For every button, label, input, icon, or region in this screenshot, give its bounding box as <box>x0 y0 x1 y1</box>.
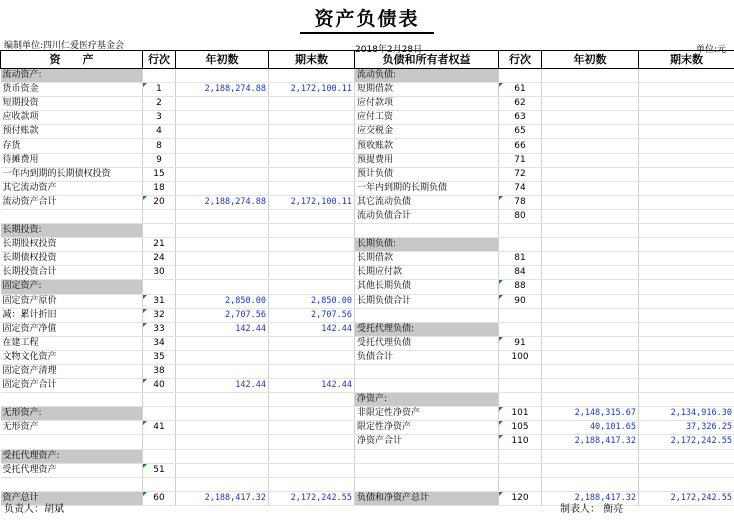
asset-end-value <box>269 167 355 181</box>
liability-end-value <box>639 266 734 280</box>
liability-begin-value <box>542 379 639 393</box>
liability-label: 净资产: <box>355 393 499 407</box>
liability-begin-value <box>542 477 639 491</box>
liability-line: 100 <box>499 350 542 364</box>
asset-begin-value: 2,850.00 <box>176 294 269 308</box>
liability-begin-value <box>542 280 639 294</box>
liability-line: 91 <box>499 336 542 350</box>
asset-line: 18 <box>143 181 176 195</box>
liability-begin-value <box>542 463 639 477</box>
liability-end-value <box>639 125 734 139</box>
table-row <box>1 125 734 139</box>
asset-label: 固定资产: <box>1 280 143 294</box>
asset-line <box>143 393 176 407</box>
asset-begin-value <box>176 224 269 238</box>
asset-begin-value: 142.44 <box>176 379 269 393</box>
asset-begin-value <box>176 139 269 153</box>
asset-begin-value <box>176 407 269 421</box>
asset-label: 长期投资: <box>1 224 143 238</box>
asset-line <box>143 477 176 491</box>
asset-label <box>1 435 143 449</box>
asset-line <box>143 435 176 449</box>
liability-line: 72 <box>499 167 542 181</box>
asset-end-value <box>269 435 355 449</box>
table-row <box>1 167 734 181</box>
liability-line <box>499 379 542 393</box>
liability-label <box>355 224 499 238</box>
liability-line: 66 <box>499 139 542 153</box>
asset-label: 固定资产合计 <box>1 379 143 393</box>
asset-label: 应收款项 <box>1 111 143 125</box>
asset-begin-value <box>176 125 269 139</box>
asset-line: 51 <box>143 463 176 477</box>
liability-line: 84 <box>499 266 542 280</box>
table-row <box>1 435 734 449</box>
liability-line <box>499 238 542 252</box>
asset-end-value <box>269 407 355 421</box>
liability-end-value: 37,326.25 <box>639 421 734 435</box>
asset-end-value: 2,707.56 <box>269 308 355 322</box>
liability-line <box>499 322 542 336</box>
liability-begin-value <box>542 252 639 266</box>
balance-sheet-table <box>0 50 734 506</box>
asset-begin-value: 142.44 <box>176 322 269 336</box>
liability-begin-value <box>542 294 639 308</box>
table-row <box>1 83 734 97</box>
asset-label: 长期投资合计 <box>1 266 143 280</box>
liability-begin-value <box>542 224 639 238</box>
asset-line: 1 <box>143 83 176 97</box>
liability-begin-value <box>542 125 639 139</box>
asset-begin-value <box>176 252 269 266</box>
table-row <box>1 463 734 477</box>
liability-label: 一年内到期的长期负债 <box>355 181 499 195</box>
asset-line: 21 <box>143 238 176 252</box>
header-liability: 负债和所有者权益 <box>355 51 499 69</box>
liability-begin-value <box>542 238 639 252</box>
liability-label <box>355 364 499 378</box>
asset-label: 资产总计 <box>1 491 143 505</box>
liability-label <box>355 449 499 463</box>
header-row <box>1 51 734 69</box>
liability-begin-value <box>542 449 639 463</box>
table-row <box>1 224 734 238</box>
asset-line: 24 <box>143 252 176 266</box>
asset-line <box>143 280 176 294</box>
liability-end-value <box>639 308 734 322</box>
asset-label: 短期投资 <box>1 97 143 111</box>
asset-label: 预付账款 <box>1 125 143 139</box>
asset-begin-value <box>176 449 269 463</box>
asset-label: 固定资产清理 <box>1 364 143 378</box>
asset-begin-value <box>176 364 269 378</box>
liability-begin-value: 40,101.65 <box>542 421 639 435</box>
liability-line <box>499 477 542 491</box>
asset-begin-value <box>176 97 269 111</box>
liability-label <box>355 379 499 393</box>
liability-begin-value <box>542 111 639 125</box>
liability-begin-value: 2,188,417.32 <box>542 435 639 449</box>
table-row <box>1 195 734 209</box>
table-row <box>1 139 734 153</box>
header-end-2: 期末数 <box>639 51 734 69</box>
asset-line: 35 <box>143 350 176 364</box>
asset-line: 60 <box>143 491 176 505</box>
liability-label: 应交税金 <box>355 125 499 139</box>
liability-begin-value <box>542 153 639 167</box>
asset-end-value <box>269 238 355 252</box>
asset-begin-value <box>176 280 269 294</box>
liability-line: 110 <box>499 435 542 449</box>
asset-label: 长期股权投资 <box>1 238 143 252</box>
table-row <box>1 379 734 393</box>
asset-label: 固定资产原价 <box>1 294 143 308</box>
liability-label: 预提费用 <box>355 153 499 167</box>
liability-label: 负债合计 <box>355 350 499 364</box>
liability-line <box>499 393 542 407</box>
asset-begin-value: 2,188,417.32 <box>176 491 269 505</box>
liability-begin-value <box>542 83 639 97</box>
liability-label: 预收账款 <box>355 139 499 153</box>
asset-end-value <box>269 266 355 280</box>
asset-label: 长期债权投资 <box>1 252 143 266</box>
liability-end-value <box>639 153 734 167</box>
asset-line <box>143 209 176 223</box>
asset-label: 文物文化资产 <box>1 350 143 364</box>
asset-end-value: 2,172,100.11 <box>269 195 355 209</box>
liability-end-value <box>639 69 734 83</box>
asset-end-value <box>269 336 355 350</box>
table-row <box>1 350 734 364</box>
liability-label: 预计负债 <box>355 167 499 181</box>
liability-label: 流动负债合计 <box>355 209 499 223</box>
asset-end-value: 142.44 <box>269 379 355 393</box>
liability-label <box>355 463 499 477</box>
asset-end-value: 142.44 <box>269 322 355 336</box>
liability-label <box>355 308 499 322</box>
liability-begin-value <box>542 350 639 364</box>
asset-end-value <box>269 393 355 407</box>
liability-label: 受托代理负债: <box>355 322 499 336</box>
liability-begin-value <box>542 336 639 350</box>
liability-end-value: 2,172,242.55 <box>639 491 734 505</box>
liability-line <box>499 224 542 238</box>
liability-label: 负债和净资产总计 <box>355 491 499 505</box>
table-row <box>1 393 734 407</box>
asset-line: 3 <box>143 111 176 125</box>
liability-begin-value: 2,188,417.32 <box>542 491 639 505</box>
asset-label: 固定资产净值 <box>1 322 143 336</box>
liability-end-value: 2,172,242.55 <box>639 435 734 449</box>
asset-end-value <box>269 463 355 477</box>
liability-begin-value <box>542 322 639 336</box>
asset-begin-value <box>176 181 269 195</box>
responsible-person: 负责人：胡斌 <box>4 504 64 515</box>
table-row <box>1 266 734 280</box>
reporting-unit: 编制单位:四川仁爱医疗基金会 <box>4 41 125 51</box>
liability-begin-value <box>542 167 639 181</box>
report-date: 2018年2月28日 <box>355 45 423 55</box>
asset-begin-value <box>176 111 269 125</box>
asset-line <box>143 407 176 421</box>
liability-end-value <box>639 350 734 364</box>
liability-line <box>499 308 542 322</box>
asset-line: 34 <box>143 336 176 350</box>
table-row <box>1 308 734 322</box>
asset-end-value: 2,172,242.55 <box>269 491 355 505</box>
asset-end-value <box>269 364 355 378</box>
header-end: 期末数 <box>269 51 355 69</box>
asset-line: 9 <box>143 153 176 167</box>
asset-label: 在建工程 <box>1 336 143 350</box>
liability-end-value <box>639 477 734 491</box>
header-begin-2: 年初数 <box>542 51 639 69</box>
asset-begin-value <box>176 393 269 407</box>
asset-label: 流动资产: <box>1 69 143 83</box>
liability-label <box>355 477 499 491</box>
table-row <box>1 153 734 167</box>
report-title: 资产负债表 <box>0 4 734 34</box>
liability-begin-value <box>542 209 639 223</box>
liability-line: 61 <box>499 83 542 97</box>
table-row <box>1 97 734 111</box>
asset-label: 受托代理资产: <box>1 449 143 463</box>
liability-line: 71 <box>499 153 542 167</box>
asset-end-value <box>269 153 355 167</box>
liability-end-value <box>639 167 734 181</box>
liability-begin-value <box>542 69 639 83</box>
asset-end-value <box>269 477 355 491</box>
asset-line: 30 <box>143 266 176 280</box>
liability-begin-value <box>542 97 639 111</box>
liability-begin-value <box>542 139 639 153</box>
liability-line <box>499 463 542 477</box>
asset-end-value <box>269 224 355 238</box>
header-line-2: 行次 <box>499 51 542 69</box>
asset-label: 货币资金 <box>1 83 143 97</box>
liability-end-value <box>639 449 734 463</box>
asset-end-value <box>269 181 355 195</box>
liability-label: 长期负债: <box>355 238 499 252</box>
liability-line: 63 <box>499 111 542 125</box>
liability-line: 78 <box>499 195 542 209</box>
liability-line: 65 <box>499 125 542 139</box>
asset-begin-value: 2,707.56 <box>176 308 269 322</box>
liability-end-value <box>639 294 734 308</box>
asset-line: 8 <box>143 139 176 153</box>
liability-line: 101 <box>499 407 542 421</box>
asset-line <box>143 449 176 463</box>
liability-begin-value <box>542 364 639 378</box>
table-row <box>1 449 734 463</box>
preparer: 制表人： 衡亮 <box>560 504 624 515</box>
asset-line: 31 <box>143 294 176 308</box>
liability-label: 应付款项 <box>355 97 499 111</box>
asset-line: 41 <box>143 421 176 435</box>
liability-end-value <box>639 83 734 97</box>
asset-label: 无形资产: <box>1 407 143 421</box>
asset-end-value <box>269 350 355 364</box>
asset-line: 2 <box>143 97 176 111</box>
liability-end-value <box>639 364 734 378</box>
table-row <box>1 364 734 378</box>
asset-begin-value <box>176 167 269 181</box>
asset-line: 40 <box>143 379 176 393</box>
asset-end-value <box>269 449 355 463</box>
asset-end-value: 2,850.00 <box>269 294 355 308</box>
liability-line: 88 <box>499 280 542 294</box>
asset-line: 33 <box>143 322 176 336</box>
asset-begin-value <box>176 69 269 83</box>
asset-line <box>143 224 176 238</box>
asset-end-value <box>269 209 355 223</box>
liability-label: 受托代理负债 <box>355 336 499 350</box>
asset-line: 38 <box>143 364 176 378</box>
asset-label <box>1 477 143 491</box>
table-row <box>1 238 734 252</box>
header-line: 行次 <box>143 51 176 69</box>
table-row <box>1 209 734 223</box>
asset-line: 15 <box>143 167 176 181</box>
table-row <box>1 294 734 308</box>
asset-line: 20 <box>143 195 176 209</box>
liability-line <box>499 69 542 83</box>
asset-end-value <box>269 97 355 111</box>
liability-begin-value: 2,148,315.67 <box>542 407 639 421</box>
liability-begin-value <box>542 266 639 280</box>
liability-end-value <box>639 224 734 238</box>
asset-begin-value <box>176 421 269 435</box>
liability-end-value: 2,134,916.30 <box>639 407 734 421</box>
asset-line: 4 <box>143 125 176 139</box>
liability-begin-value <box>542 393 639 407</box>
table-row <box>1 69 734 83</box>
table-row <box>1 477 734 491</box>
liability-line: 105 <box>499 421 542 435</box>
liability-label: 其他长期负债 <box>355 280 499 294</box>
asset-end-value <box>269 421 355 435</box>
liability-label: 净资产合计 <box>355 435 499 449</box>
liability-label: 应付工资 <box>355 111 499 125</box>
asset-label: 减：累计折旧 <box>1 308 143 322</box>
liability-label: 非限定性净资产 <box>355 407 499 421</box>
liability-end-value <box>639 139 734 153</box>
liability-end-value <box>639 195 734 209</box>
liability-label: 长期应付款 <box>355 266 499 280</box>
asset-begin-value <box>176 435 269 449</box>
table-row <box>1 181 734 195</box>
asset-end-value <box>269 139 355 153</box>
asset-label: 一年内到期的长期债权投资 <box>1 167 143 181</box>
liability-begin-value <box>542 195 639 209</box>
asset-label <box>1 209 143 223</box>
asset-begin-value <box>176 477 269 491</box>
liability-label: 其它流动负债 <box>355 195 499 209</box>
liability-line: 80 <box>499 209 542 223</box>
liability-end-value <box>639 336 734 350</box>
liability-end-value <box>639 280 734 294</box>
asset-begin-value <box>176 209 269 223</box>
table-row <box>1 111 734 125</box>
asset-end-value <box>269 280 355 294</box>
liability-end-value <box>639 238 734 252</box>
asset-label: 待摊费用 <box>1 153 143 167</box>
asset-end-value <box>269 111 355 125</box>
liability-line: 90 <box>499 294 542 308</box>
asset-line <box>143 69 176 83</box>
asset-begin-value <box>176 266 269 280</box>
liability-line <box>499 449 542 463</box>
table-row <box>1 491 734 505</box>
asset-end-value <box>269 125 355 139</box>
liability-end-value <box>639 322 734 336</box>
liability-end-value <box>639 111 734 125</box>
liability-end-value <box>639 393 734 407</box>
asset-begin-value <box>176 463 269 477</box>
table-row <box>1 407 734 421</box>
asset-begin-value <box>176 238 269 252</box>
header-asset: 资 产 <box>1 51 143 69</box>
asset-label: 无形资产 <box>1 421 143 435</box>
liability-begin-value <box>542 181 639 195</box>
liability-line: 62 <box>499 97 542 111</box>
table-row <box>1 252 734 266</box>
liability-label: 长期借款 <box>355 252 499 266</box>
asset-begin-value <box>176 336 269 350</box>
table-row <box>1 336 734 350</box>
table-row <box>1 421 734 435</box>
asset-line: 32 <box>143 308 176 322</box>
liability-end-value <box>639 252 734 266</box>
asset-label <box>1 393 143 407</box>
asset-begin-value <box>176 153 269 167</box>
asset-label: 其它流动资产 <box>1 181 143 195</box>
liability-end-value <box>639 209 734 223</box>
liability-end-value <box>639 379 734 393</box>
liability-line: 120 <box>499 491 542 505</box>
liability-line: 74 <box>499 181 542 195</box>
liability-label: 短期借款 <box>355 83 499 97</box>
liability-line: 81 <box>499 252 542 266</box>
liability-begin-value <box>542 308 639 322</box>
asset-begin-value: 2,188,274.88 <box>176 83 269 97</box>
asset-label: 存货 <box>1 139 143 153</box>
liability-end-value <box>639 463 734 477</box>
table-row <box>1 322 734 336</box>
liability-end-value <box>639 181 734 195</box>
header-begin: 年初数 <box>176 51 269 69</box>
asset-end-value: 2,172,100.11 <box>269 83 355 97</box>
asset-end-value <box>269 252 355 266</box>
liability-label: 长期负债合计 <box>355 294 499 308</box>
table-row <box>1 280 734 294</box>
asset-label: 受托代理资产 <box>1 463 143 477</box>
currency-unit: 单位:元 <box>695 45 726 55</box>
liability-line <box>499 364 542 378</box>
liability-label: 限定性净资产 <box>355 421 499 435</box>
asset-end-value <box>269 69 355 83</box>
asset-label: 流动资产合计 <box>1 195 143 209</box>
asset-begin-value <box>176 350 269 364</box>
liability-end-value <box>639 97 734 111</box>
asset-begin-value: 2,188,274.88 <box>176 195 269 209</box>
liability-label: 流动负债: <box>355 69 499 83</box>
